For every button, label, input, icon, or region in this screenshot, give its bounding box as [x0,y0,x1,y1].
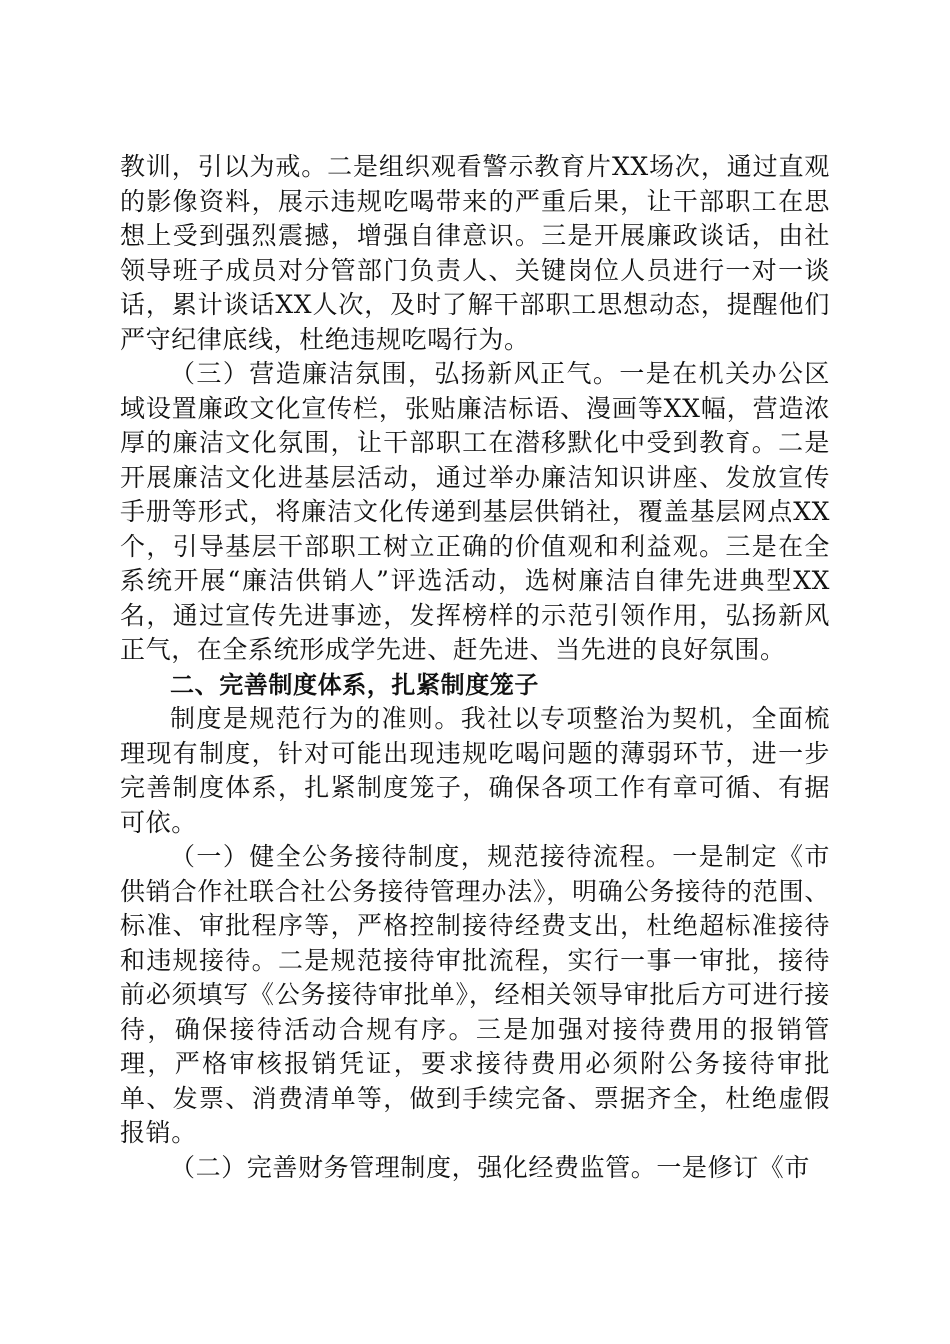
subsection-3-paragraph [120,357,830,668]
subsection-1-paragraph [120,840,830,1151]
subsection-3-title: （三）营造廉洁氛围，弘扬新风正气。 [170,359,620,388]
subsection-2-title: （二）完善财务管理制度，强化经费监管。 [170,1152,657,1182]
subsection-3-body: 一是在机关办公区域设置廉政文化宣传栏，张贴廉洁标语、漫画等XX幅，营造浓厚的廉洁文化氛围，让干部职工在潜移默化中受到教育。二是开展廉洁文化进基层活动，通过举办廉洁知识讲座、发放宣传手册等形式，将廉洁文化传递到基层供销社，覆盖基层网点XX个，引导基层干部职工树立正确的价值观和利益观。三是在全系统开展“廉洁供销人”评选活动，选树廉洁自律先进典型XX名，通过宣传先进事迹，发挥榜样的示范引领作用，弘扬新风正气，在全系统形成学先进、赶先进、当先进的良好氛围。 [120,359,830,664]
subsection-1-title: （一）健全公务接待制度，规范接待流程。 [170,842,673,871]
subsection-2-body: 一是修订《市 [656,1152,811,1182]
section-2-heading: 二、完善制度体系，扎紧制度笼子 [170,670,539,699]
subsection-2-paragraph [120,1151,830,1186]
subsection-1-body: 一是制定《市供销合作社联合社公务接待管理办法》，明确公务接待的范围、标准、审批程序等，严格控制接待经费支出，杜绝超标准接待和违规接待。二是规范接待审批流程，实行一事一审批，接待前必须填写《公务接待审批单》，经相关领导审批后方可进行接待，确保接待活动合规有序。三是加强对接待费用的报销管理，严格审核报销凭证，要求接待费用必须附公务接待审批单、发票、消费清单等，做到手续完备、票据齐全，杜绝虚假报销。 [120,842,830,1147]
continuation-paragraph: 教训，引以为戒。二是组织观看警示教育片XX场次，通过直观的影像资料，展示违规吃喝带来的严重后果，让干部职工在思想上受到强烈震撼，增强自律意识。三是开展廉政谈话，由社领导班子成员对分管部门负责人、关键岗位人员进行一对一谈话，累计谈话XX人次，及时了解干部职工思想动态，提醒他们严守纪律底线，杜绝违规吃喝行为。 [120,152,830,354]
section-2-intro: 制度是规范行为的准则。我社以专项整治为契机，全面梳理现有制度，针对可能出现违规吃喝问题的薄弱环节，进一步完善制度体系，扎紧制度笼子，确保各项工作有章可循、有据可依。 [120,704,830,837]
document-page [120,150,830,1185]
